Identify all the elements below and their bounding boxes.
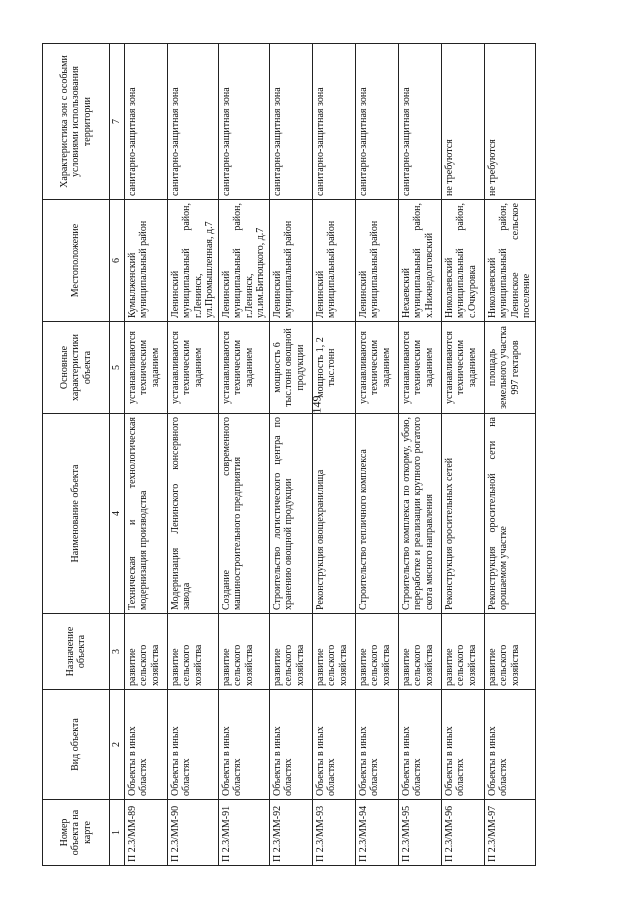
object-number: П 2.3/ММ-92 xyxy=(269,800,312,866)
object-purpose: развитие сельского хозяйства xyxy=(398,614,441,690)
zone-characteristics: не требуются xyxy=(484,44,535,200)
table-header-row xyxy=(43,44,110,866)
object-type: Объекты в иных областях xyxy=(218,690,269,800)
object-purpose: развитие сельского хозяйства xyxy=(269,614,312,690)
object-characteristics: устанавливаются техническим заданием xyxy=(355,322,398,414)
object-purpose: развитие сельского хозяйства xyxy=(355,614,398,690)
header-cell: Основные характеристики объекта xyxy=(43,322,110,414)
zone-characteristics: санитарно-защитная зона xyxy=(355,44,398,200)
object-name: Строительство комплекса по откорму, убою, переработке и реализации крупного рогатого скота мясного направления xyxy=(398,414,441,614)
object-location: Николаевский муниципальный район, Ленинское сельское поселение xyxy=(484,200,535,322)
object-purpose: развитие сельского хозяйства xyxy=(441,614,484,690)
object-characteristics: мощность 1, 2 тыс.тонн xyxy=(312,322,355,414)
header-cell: Номер объекта на карте xyxy=(43,800,110,866)
table-row xyxy=(218,44,269,866)
object-characteristics: устанавливаются техническим заданием xyxy=(124,322,167,414)
header-cell: Характеристика зон с особыми условиями использования территории xyxy=(43,44,110,200)
header-cell: Местоположение xyxy=(43,200,110,322)
table-row xyxy=(167,44,218,866)
table-row xyxy=(355,44,398,866)
object-name: Строительство логистического центра по хранению овощной продукции xyxy=(269,414,312,614)
object-name: Реконструкция оросительных сетей xyxy=(441,414,484,614)
object-location: Ленинский муниципальный район xyxy=(312,200,355,322)
zone-characteristics: санитарно-защитная зона xyxy=(124,44,167,200)
header-cell: Назначение объекта xyxy=(43,614,110,690)
object-characteristics: площадь земельного участка 997 гектаров xyxy=(484,322,535,414)
object-characteristics: мощность 6 тыс.тонн овощной продукции xyxy=(269,322,312,414)
object-name: Реконструкция оросительной сети на орошаемом участке xyxy=(484,414,535,614)
object-type: Объекты в иных областях xyxy=(484,690,535,800)
table-row xyxy=(398,44,441,866)
object-location: Нехаевский муниципальный район, х.Нижнедолговский xyxy=(398,200,441,322)
header-cell: Наименование объекта xyxy=(43,414,110,614)
object-type: Объекты в иных областях xyxy=(124,690,167,800)
table-row xyxy=(312,44,355,866)
column-number: 1 xyxy=(110,800,125,866)
object-name: Строительство тепличного комплекса xyxy=(355,414,398,614)
object-purpose: развитие сельского хозяйства xyxy=(484,614,535,690)
header-cell: Вид объекта xyxy=(43,690,110,800)
object-purpose: развитие сельского хозяйства xyxy=(124,614,167,690)
object-location: Ленинский муниципальный район, г.Ленинск, ул.им.Битюцкого, д.7 xyxy=(218,200,269,322)
zone-characteristics: санитарно-защитная зона xyxy=(167,44,218,200)
object-type: Объекты в иных областях xyxy=(398,690,441,800)
column-number: 7 xyxy=(110,44,125,200)
object-type: Объекты в иных областях xyxy=(269,690,312,800)
objects-table xyxy=(42,43,536,866)
rotated-table-container xyxy=(42,44,624,866)
object-characteristics: устанавливаются техническим заданием xyxy=(167,322,218,414)
object-name: Модернизация Ленинского консервного завода xyxy=(167,414,218,614)
object-purpose: развитие сельского хозяйства xyxy=(218,614,269,690)
column-number: 2 xyxy=(110,690,125,800)
object-number: П 2.3/ММ-90 xyxy=(167,800,218,866)
object-purpose: развитие сельского хозяйства xyxy=(312,614,355,690)
table-row xyxy=(441,44,484,866)
table-row xyxy=(124,44,167,866)
column-number: 4 xyxy=(110,414,125,614)
object-name: Создание современного машиностроительного предприятия xyxy=(218,414,269,614)
object-name: Техническая и технологическая модернизация производства xyxy=(124,414,167,614)
object-location: Ленинский муниципальный район, г.Ленинск, ул.Промышленная, д.7 xyxy=(167,200,218,322)
zone-characteristics: не требуются xyxy=(441,44,484,200)
page-number: 149 xyxy=(309,395,324,414)
object-location: Ленинский муниципальный район xyxy=(355,200,398,322)
object-number: П 2.3/ММ-91 xyxy=(218,800,269,866)
object-number: П 2.3/ММ-96 xyxy=(441,800,484,866)
object-location: Кумылженский муниципальный район xyxy=(124,200,167,322)
table-row xyxy=(484,44,535,866)
object-characteristics: устанавливаются техническим заданием xyxy=(398,322,441,414)
table-row xyxy=(269,44,312,866)
object-characteristics: устанавливаются техническим заданием xyxy=(441,322,484,414)
column-number: 5 xyxy=(110,322,125,414)
object-type: Объекты в иных областях xyxy=(355,690,398,800)
object-type: Объекты в иных областях xyxy=(441,690,484,800)
object-number: П 2.3/ММ-93 xyxy=(312,800,355,866)
object-type: Объекты в иных областях xyxy=(167,690,218,800)
object-number: П 2.3/ММ-94 xyxy=(355,800,398,866)
object-location: Николаевский муниципальный район, с.Очкуровка xyxy=(441,200,484,322)
object-name: Реконструкция овощехранилища xyxy=(312,414,355,614)
object-characteristics: устанавливаются техническим заданием xyxy=(218,322,269,414)
object-location: Ленинский муниципальный район xyxy=(269,200,312,322)
column-number: 3 xyxy=(110,614,125,690)
object-number: П 2.3/ММ-95 xyxy=(398,800,441,866)
zone-characteristics: санитарно-защитная зона xyxy=(312,44,355,200)
column-number-row xyxy=(110,44,125,866)
column-number: 6 xyxy=(110,200,125,322)
zone-characteristics: санитарно-защитная зона xyxy=(398,44,441,200)
zone-characteristics: санитарно-защитная зона xyxy=(269,44,312,200)
zone-characteristics: санитарно-защитная зона xyxy=(218,44,269,200)
object-number: П 2.3/ММ-89 xyxy=(124,800,167,866)
object-type: Объекты в иных областях xyxy=(312,690,355,800)
object-purpose: развитие сельского хозяйства xyxy=(167,614,218,690)
object-number: П 2.3/ММ-97 xyxy=(484,800,535,866)
